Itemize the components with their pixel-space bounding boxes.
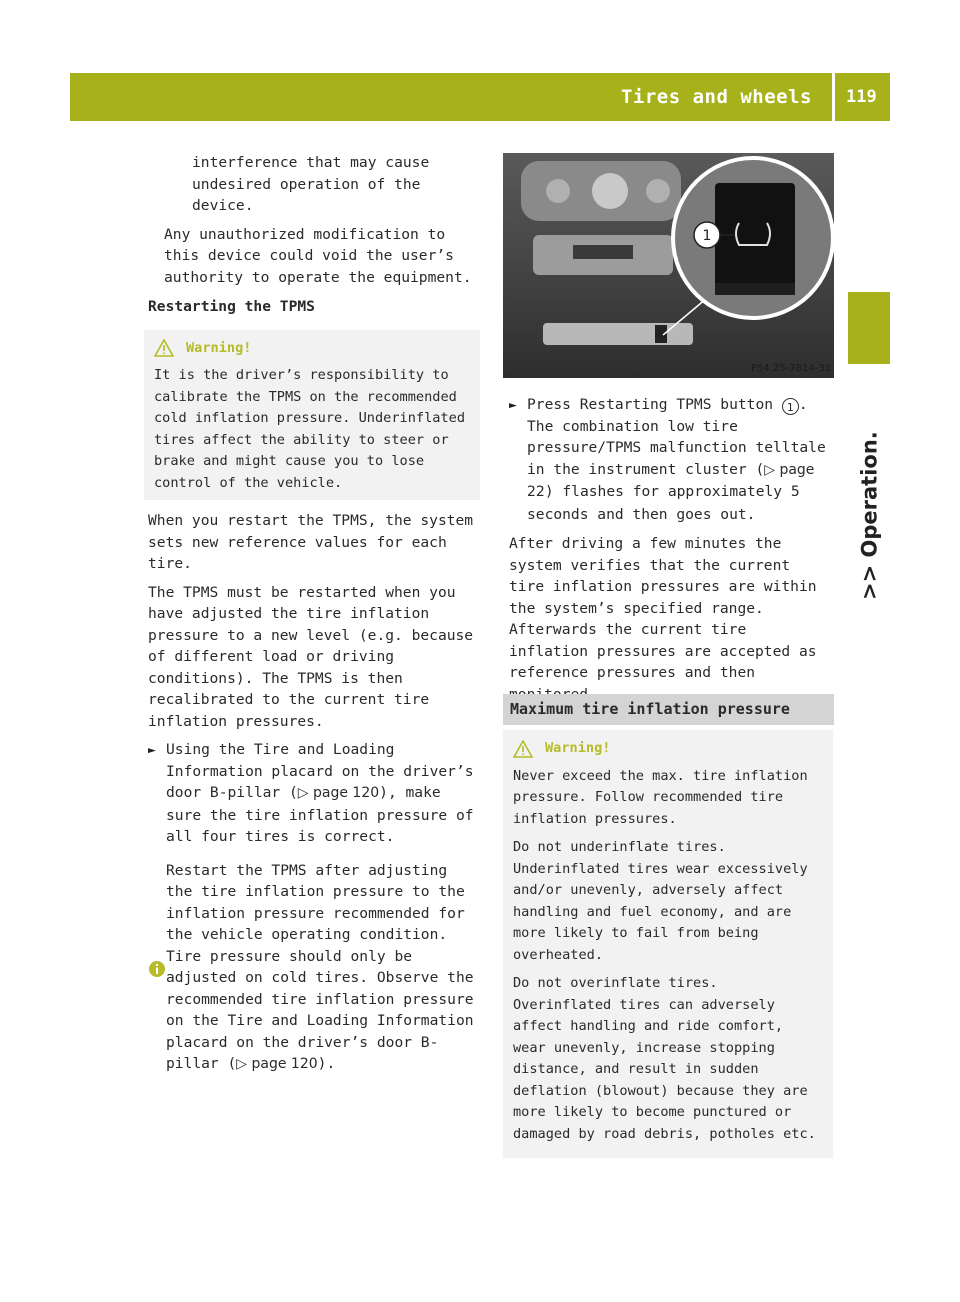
page-reference-link[interactable]: ▷ page 22 [527,461,815,500]
warning-title: Warning! [545,740,611,756]
info-text: Restart the TPMS after adjusting the tire inflation pressure to the inflation pressure recommended for the vehicle operating condition. Tire pressure should only be adjusted on cold tires. Observe the recommended tire inflation pressure on the Tire and Loading Information placard on the driver’s door B-pillar (▷ page 120). [166,861,474,1072]
warning-header [154,338,470,360]
step-text: Press Restarting TPMS button 1 . The combination low tire pressure/TPMS malfunction telltale in the instrument cluster (▷ page 22) flashes for approximately 5 seconds and then goes out. [527,396,826,523]
step-arrow-icon: ► [509,398,517,413]
warning-text: Do not underinflate tires. Underinflated tires wear excessively and/or unevenly, adversely affect handling and fuel economy, and are more likely to fail from being overheated. [513,839,808,963]
warning-title: Warning! [186,339,252,356]
warning-text: Never exceed the max. tire inflation pressure. Follow recommended tire inflation pressures. [513,767,808,827]
step-text: Using the Tire and Loading Information placard on the driver’s door B-pillar (▷ page 120), make sure the tire inflation pressure of all four tires is correct. [166,741,474,845]
right-column [509,394,834,712]
instruction-step [509,394,834,525]
warning-text: Do not overinflate tires. Overinflated tires can adversely affect handling and ride comfort, wear unevenly, increase stopping distance, and result in sudden deflation (blowout) because they are more likely to become punctured or damaged by road debris, potholes etc. [513,975,816,1142]
warning-header [513,738,823,760]
header-bar [70,73,890,121]
header-divider [832,73,835,121]
warning-box [503,730,833,1158]
callout-number: 1 [702,228,712,244]
instruction-step [148,739,480,848]
callout-number: 1 [782,398,799,415]
dashboard-photo [503,153,834,378]
paragraph: The TPMS must be restarted when you have adjusted the tire inflation pressure to a new level (e.g. because of different load or driving conditions). The TPMS is then recalibrated to the current tire inflation pressures. [148,583,474,730]
figure-code: P54.25-7814-31 [751,363,832,374]
paragraph: Any unauthorized modification to this device could void the user’s authority to operate the equipment. [164,225,472,286]
section-title: Tires and wheels [620,86,812,108]
page-reference-link[interactable]: ▷ page 120 [297,785,380,801]
warning-box [144,330,480,501]
warning-triangle-icon [154,339,174,357]
subheading: Restarting the TPMS [148,298,315,315]
left-column [148,152,480,1076]
info-icon [148,862,166,1076]
page-number: 119 [846,87,877,107]
section-heading: Maximum tire inflation pressure [503,694,834,725]
paragraph: When you restart the TPMS, the system sets new reference values for each tire. [148,512,474,572]
warning-text: It is the driver’s responsibility to calibrate the TPMS on the recommended cold inflation pressure. Underinflated tires affect the ability to steer or brake and might cause you to lose control of the vehicle. [154,367,465,491]
info-note [148,860,480,1076]
warning-triangle-icon [513,740,533,758]
paragraph: After driving a few minutes the system verifies that the current tire inflation pressures are within the system’s specified range. Afterwards the current tire inflation pressures are accepted as reference pressures and then [509,535,817,681]
chapter-label: >> Operation. [857,431,882,600]
step-arrow-icon: ► [148,743,156,758]
paragraph: interference that may cause undesired operation of the device. [192,154,430,214]
page-reference-link[interactable]: ▷ page 120 [236,1056,318,1072]
side-tab [848,292,890,364]
